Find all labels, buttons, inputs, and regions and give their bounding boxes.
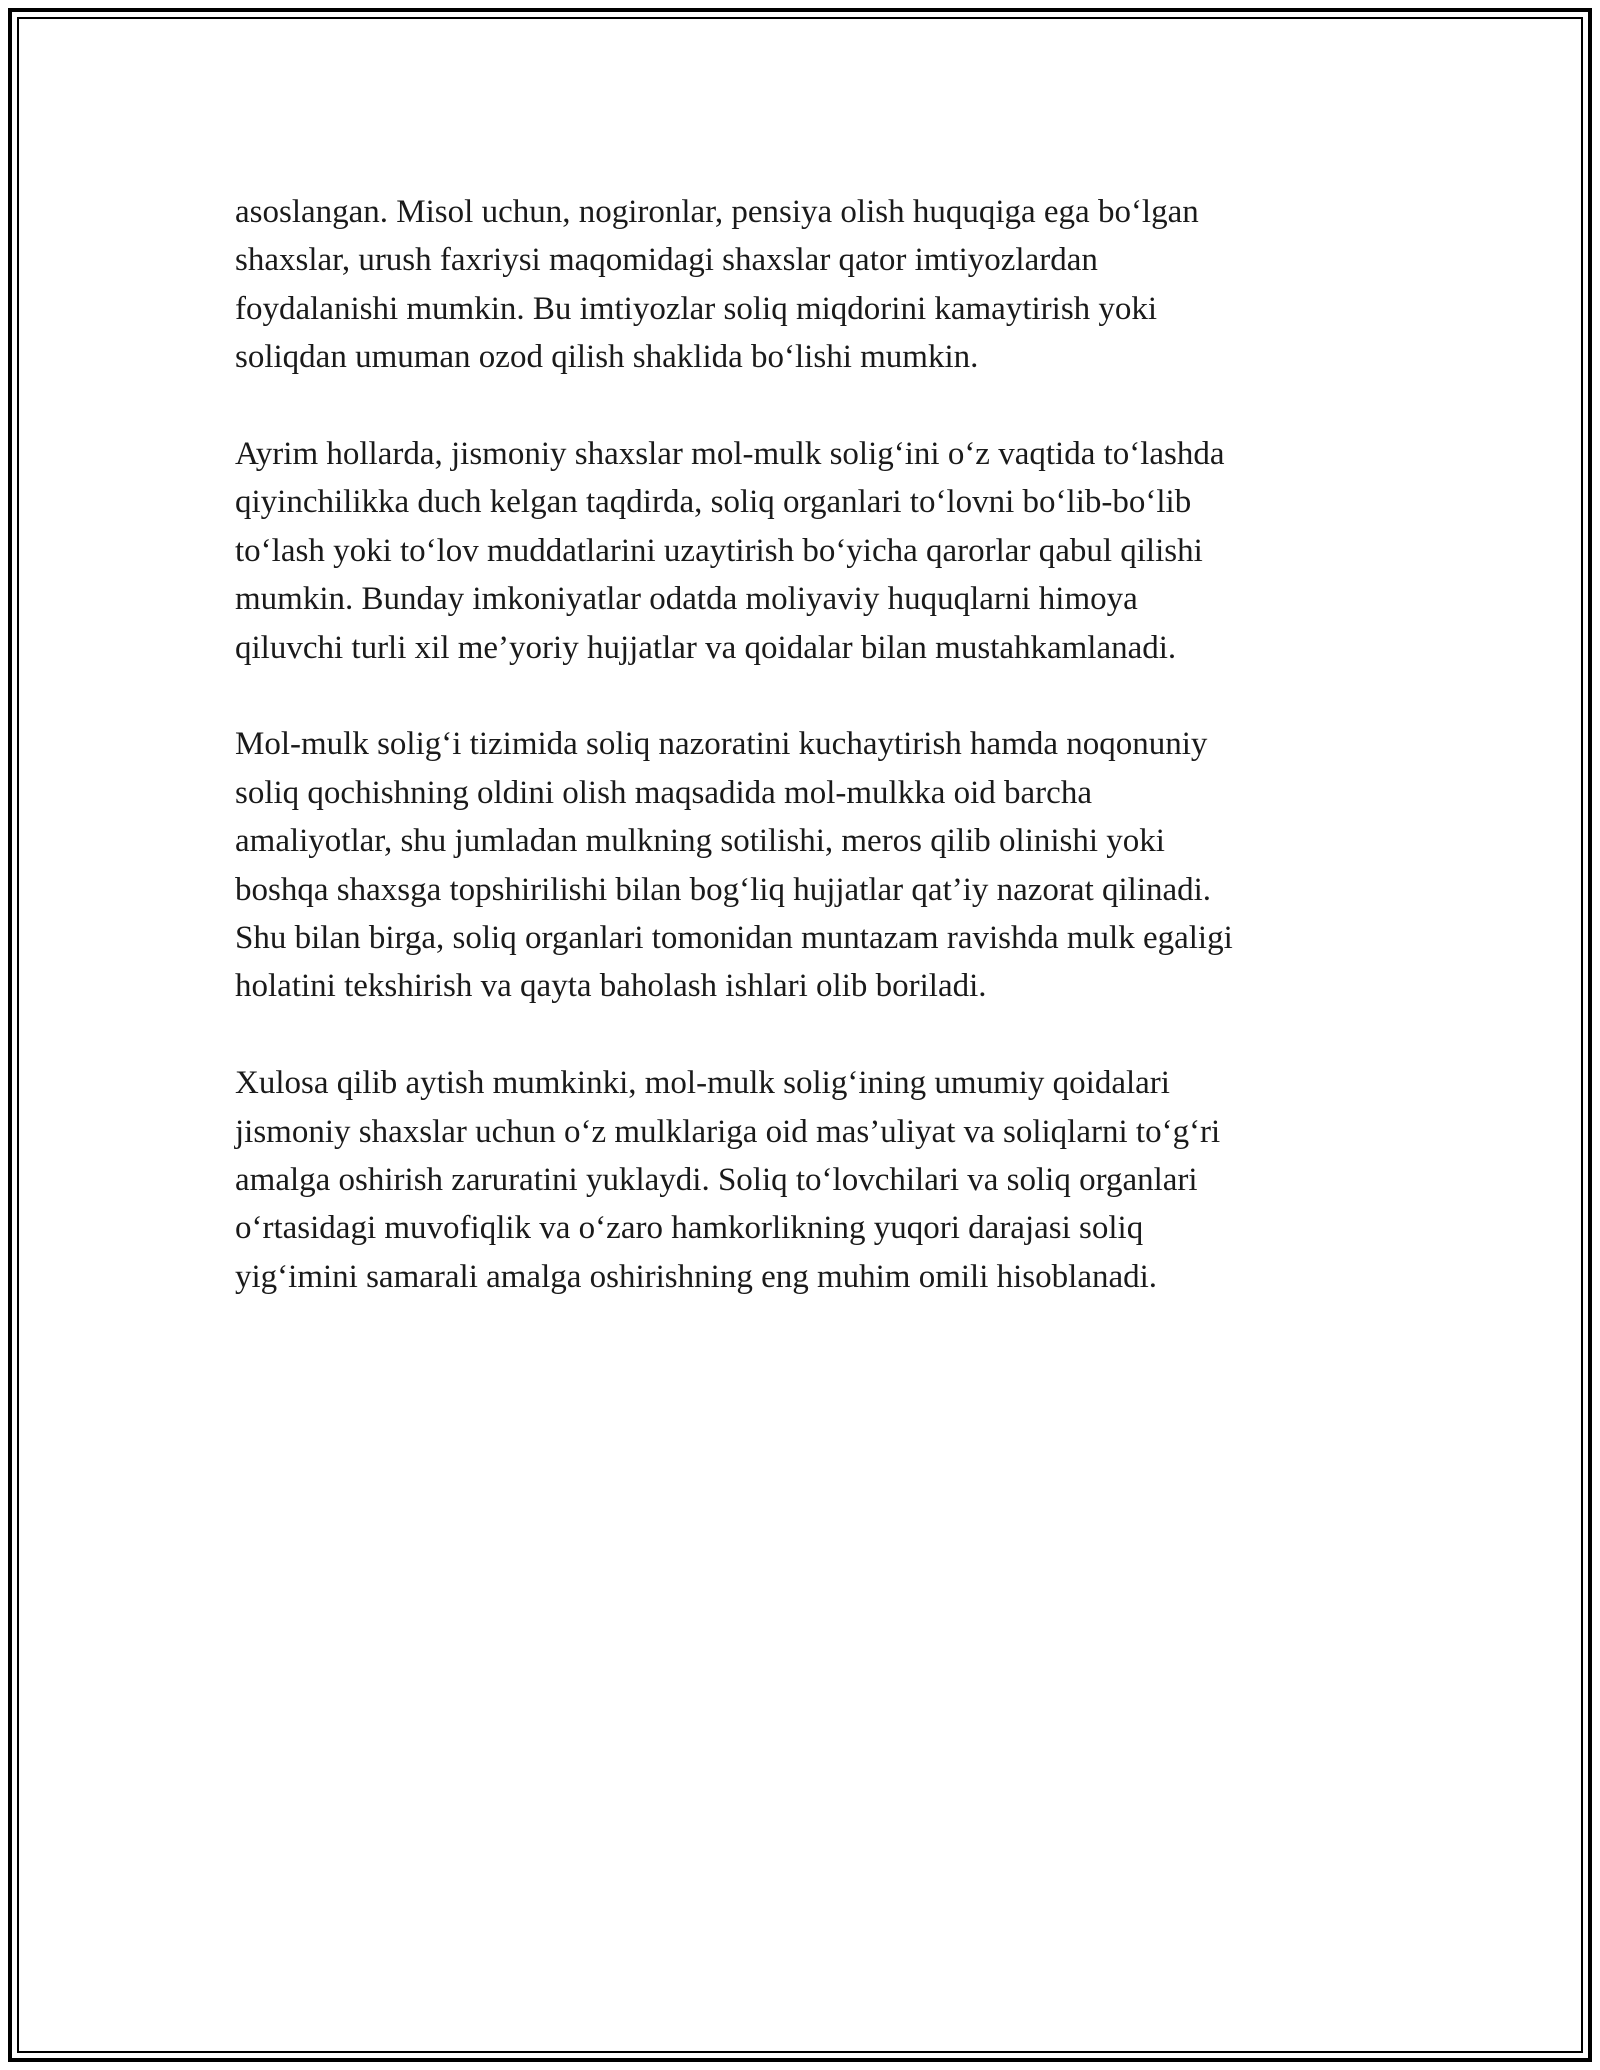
text-line: Xulosa qilib aytish mumkinki, mol-mulk solig‘ining umumiy qoidalari	[235, 1065, 1170, 1102]
paragraph-1	[235, 188, 1375, 382]
text-line: soliq qochishning oldini olish maqsadida mol-mulkka oid barcha	[235, 774, 1092, 811]
text-line: amalga oshirish zaruratini yuklaydi. Soliq to‘lovchilari va soliq organlari	[235, 1162, 1198, 1199]
text-line: qiyinchilikka duch kelgan taqdirda, soliq organlari to‘lovni bo‘lib-bo‘lib	[235, 484, 1192, 521]
text-line: amaliyotlar, shu jumladan mulkning sotilishi, meros qilib olinishi yoki	[235, 823, 1165, 860]
text-line: foydalanishi mumkin. Bu imtiyozlar soliq miqdorini kamaytirish yoki	[235, 290, 1158, 327]
text-line: jismoniy shaxslar uchun o‘z mulklariga oid mas’uliyat va soliqlarni to‘g‘ri	[235, 1113, 1221, 1150]
text-line: to‘lash yoki to‘lov muddatlarini uzaytirish bo‘yicha qarorlar qabul qilishi	[235, 532, 1203, 569]
text-line: asoslangan. Misol uchun, nogironlar, pensiya olish huquqiga ega bo‘lgan	[235, 194, 1199, 230]
text-line: qiluvchi turli xil me’yoriy hujjatlar va qoidalar bilan mustahkamlanadi.	[235, 629, 1177, 666]
text-line: soliqdan umuman ozod qilish shaklida bo‘lishi mumkin.	[235, 339, 979, 376]
paragraph-2	[235, 430, 1375, 672]
text-line: Shu bilan birga, soliq organlari tomonidan muntazam ravishda mulk egaligi	[235, 920, 1233, 957]
text-line: Ayrim hollarda, jismoniy shaxslar mol-mulk solig‘ini o‘z vaqtida to‘lashda	[235, 436, 1225, 473]
paragraph-3	[235, 720, 1375, 1010]
text-line: boshqa shaxsga topshirilishi bilan bog‘liq hujjatlar qat’iy nazorat qilinadi.	[235, 871, 1212, 908]
text-line: yig‘imini samarali amalga oshirishning eng muhim omili hisoblanadi.	[235, 1258, 1158, 1295]
text-line: o‘rtasidagi muvofiqlik va o‘zaro hamkorlikning yuqori darajasi soliq	[235, 1210, 1144, 1247]
paragraph-4	[235, 1059, 1375, 1301]
text-line: holatini tekshirish va qayta baholash ishlari olib boriladi.	[235, 968, 987, 1005]
text-line: mumkin. Bunday imkoniyatlar odatda moliyaviy huquqlarni himoya	[235, 581, 1138, 618]
text-line: Mol-mulk solig‘i tizimida soliq nazoratini kuchaytirish hamda noqonuniy	[235, 726, 1208, 763]
text-line: shaxslar, urush faxriysi maqomidagi shaxslar qator imtiyozlardan	[235, 242, 1098, 279]
document-body	[235, 188, 1375, 1350]
